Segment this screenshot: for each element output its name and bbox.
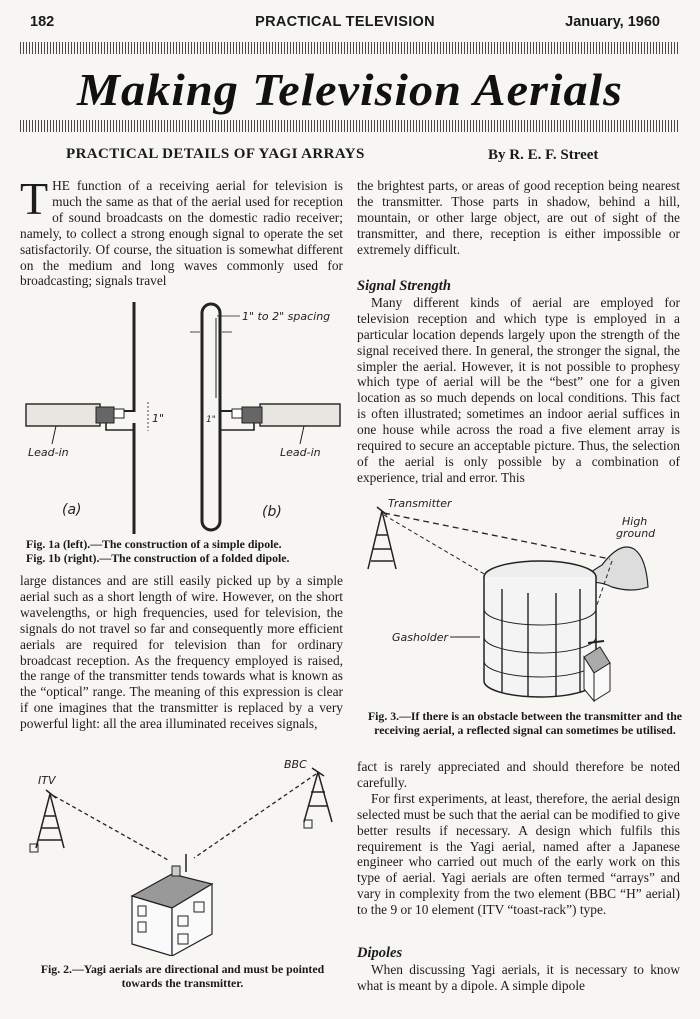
intro-paragraph: HE function of a receiving aerial for television is much the same as that of the aerial used for reception of sound broadcasts on the domestic radio receiver; namely, to collect a strong enough signal to operate the set satisfactorily. Of course, the situation is somewhat different on the medium and long waves commonly used for broadcasting; signals travel <box>20 178 343 289</box>
svg-text:Lead-in: Lead-in <box>280 446 321 459</box>
continuation-paragraph: large distances and are still easily picked up by a simple aerial such as a short length of wire. However, on the short wavelengths, or high frequencies, used for television, the signals do not travel so far and consequently more efficient aerials are required for television than for ordinary broadcast reception. As the frequency employed is raised, the range of the transmitter tends towards what is known as the “optical” range. The meaning of this expression is clear if one imagines that the transmitter is replaced by a very powerful light: all the area illuminated receives signals, <box>20 573 343 732</box>
byline: By R. E. F. Street <box>488 147 599 163</box>
svg-text:1": 1" <box>206 415 216 425</box>
figure-1b-caption: Fig. 1b (right).—The construction of a folded dipole. <box>26 550 290 565</box>
svg-text:BBC: BBC <box>284 758 307 771</box>
right-column-intro <box>357 178 680 258</box>
page-number: 182 <box>30 14 55 30</box>
svg-text:High: High <box>622 515 648 528</box>
continuation-paragraph-1: fact is rarely appreciated and should therefore be noted carefully. <box>357 759 680 790</box>
magazine-name: PRACTICAL TELEVISION <box>255 14 435 30</box>
article-subtitle: PRACTICAL DETAILS OF YAGI ARRAYS <box>66 146 365 162</box>
svg-text:(a): (a) <box>62 502 82 518</box>
gasholder-reflection-diagram <box>362 497 692 707</box>
continuation-paragraph-2: For first experiments, at least, therefore, the aerial design selected must be such that the aerial can be modified to give better results if necessary. A design which fulfils this requirement is the Yagi aerial, named after a Japanese engineer who carried out much of the early work on this type of aerial. Yagi aerials are often termed “arrays” and vary in complexity from the two element (BBC “H” aerial) to the 9 or 10 element (ITV “toast-rack”) type. <box>357 790 680 918</box>
running-head <box>30 14 660 34</box>
figure-1-dipoles <box>22 298 347 536</box>
figure-1-caption <box>20 538 345 565</box>
section-heading-dipoles: Dipoles <box>357 945 403 961</box>
svg-text:(b): (b) <box>262 504 282 520</box>
svg-text:Lead-in: Lead-in <box>28 446 69 459</box>
decorative-rule-bottom <box>20 120 680 132</box>
svg-text:ITV: ITV <box>38 774 56 787</box>
svg-text:Gasholder: Gasholder <box>392 631 449 644</box>
dipoles-paragraph: When discussing Yagi aerials, it is necessary to know what is meant by a dipole. A simple dipole <box>357 961 680 993</box>
svg-text:Transmitter: Transmitter <box>388 497 452 510</box>
figure-3-reflection <box>362 497 692 707</box>
figure-3-caption: Fig. 3.—If there is an obstacle between the transmitter and the receiving aerial, a reflected signal can sometimes be utilised. <box>367 709 683 737</box>
article-title: Making Television Aerials <box>77 64 623 115</box>
right-column-continuation <box>357 759 680 918</box>
drop-cap: T <box>20 173 49 224</box>
svg-text:1" to 2" spacing: 1" to 2" spacing <box>242 310 331 323</box>
issue-date: January, 1960 <box>565 14 660 30</box>
dipole-diagram <box>22 298 347 536</box>
figure-2-directional <box>22 756 347 956</box>
right-intro-paragraph: the brightest parts, or areas of good reception being nearest the transmitter. Those parts in shadow, behind a hill, mountain, or other large object, are out of sight of the transmitter, and there, reception is either impossible or extremely difficult. <box>357 178 680 257</box>
transmitter-house-diagram <box>22 756 347 956</box>
left-column-continuation <box>20 573 343 732</box>
svg-text:1": 1" <box>152 412 165 425</box>
section-dipoles <box>357 946 680 994</box>
figure-1a-caption: Fig. 1a (left).—The construction of a simple dipole. <box>26 537 282 551</box>
svg-text:ground: ground <box>616 527 656 540</box>
section-heading-signal-strength: Signal Strength <box>357 278 451 294</box>
signal-strength-paragraph: Many different kinds of aerial are employed for television reception and which type is employed in a particular location depends largely upon the strength of the signal received there. In general, the stronger the signal, the simpler the aerial. However, it is not possible to prophesy which type of aerial will be the “best” one for a given location as so much depends on local conditions. This fact is often illustrated; sometimes an indoor aerial suffices in one house while across the road a five element array is required to secure an acceptable picture. Thus, the selection of the aerial is only possible by a combination of experience, trial and error. This <box>357 294 680 485</box>
decorative-rule-top <box>20 42 680 54</box>
section-signal-strength <box>357 279 680 486</box>
left-column-intro <box>20 173 343 289</box>
figure-2-caption: Fig. 2.—Yagi aerials are directional and must be pointed towards the transmitter. <box>40 962 325 990</box>
